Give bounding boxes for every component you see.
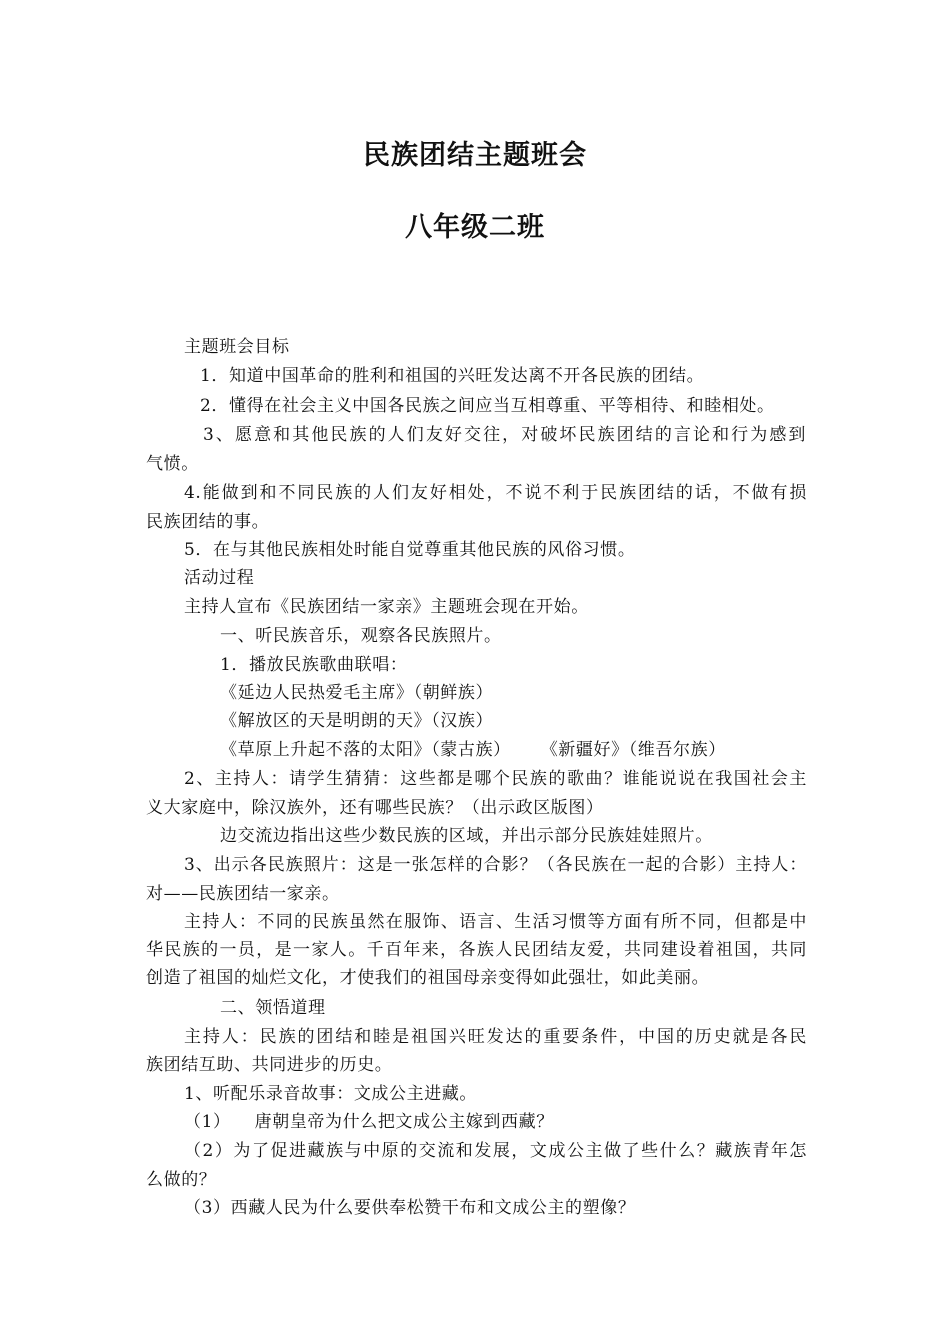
item2-line: 边交流边指出这些少数民族的区域，并出示部分民族娃娃照片。 bbox=[220, 826, 713, 846]
section-heading-goals: 主题班会目标 bbox=[184, 337, 290, 357]
story-line: 1、听配乐录音故事：文成公主进藏。 bbox=[184, 1084, 478, 1104]
document-subtitle: 八年级二班 bbox=[405, 212, 545, 243]
part1-heading: 一、听民族音乐，观察各民族照片。 bbox=[220, 626, 502, 646]
goal-line: 5．在与其他民族相处时能自觉尊重其他民族的风俗习惯。 bbox=[184, 540, 636, 560]
host-paragraph-line: 华民族的一员，是一家人。千百年来，各族人民团结友爱，共同建设着祖国，共同 bbox=[146, 940, 807, 960]
goal-line: 气愤。 bbox=[146, 454, 199, 474]
host-paragraph-line: 创造了祖国的灿烂文化，才使我们的祖国母亲变得如此强壮，如此美丽。 bbox=[146, 968, 710, 988]
question-line: 么做的？ bbox=[146, 1170, 217, 1190]
song-title: 《新疆好》（维吾尔族） bbox=[540, 740, 726, 760]
song-line bbox=[220, 740, 890, 760]
announcement: 主持人宣布《民族团结一家亲》主题班会现在开始。 bbox=[184, 597, 589, 617]
song-line: 《延边人民热爱毛主席》（朝鲜族） bbox=[220, 683, 494, 703]
goal-line: 4.能做到和不同民族的人们友好相处，不说不利于民族团结的话，不做有损 bbox=[184, 483, 807, 503]
host-paragraph-line: 主持人：不同的民族虽然在服饰、语言、生活习惯等方面有所不同，但都是中 bbox=[184, 912, 807, 932]
goal-line: 2．懂得在社会主义中国各民族之间应当互相尊重、平等相待、和睦相处。 bbox=[200, 396, 775, 416]
part2-heading: 二、领悟道理 bbox=[220, 998, 326, 1018]
goal-line: 3、愿意和其他民族的人们友好交往，对破坏民族团结的言论和行为感到 bbox=[203, 425, 806, 445]
part1-item: 1．播放民族歌曲联唱： bbox=[220, 655, 408, 675]
question-line bbox=[184, 1112, 854, 1132]
question-number: （1） bbox=[184, 1112, 231, 1132]
item2-line: 2、主持人：请学生猜猜：这些都是哪个民族的歌曲？谁能说说在我国社会主 bbox=[184, 769, 807, 789]
goal-line: 1．知道中国革命的胜利和祖国的兴旺发达离不开各民族的团结。 bbox=[200, 366, 705, 386]
item3-line: 对——民族团结一家亲。 bbox=[146, 884, 340, 904]
question-text: 唐朝皇帝为什么把文成公主嫁到西藏？ bbox=[254, 1112, 554, 1132]
host-paragraph2-line: 族团结互助、共同进步的历史。 bbox=[146, 1055, 393, 1075]
item3-line: 3、出示各民族照片：这是一张怎样的合影？（各民族在一起的合影）主持人： bbox=[184, 855, 807, 875]
song-title: 《草原上升起不落的太阳》（蒙古族） bbox=[220, 740, 511, 760]
song-line: 《解放区的天是明朗的天》（汉族） bbox=[220, 711, 494, 731]
host-paragraph2-line: 主持人：民族的团结和睦是祖国兴旺发达的重要条件，中国的历史就是各民 bbox=[184, 1027, 807, 1047]
document-title: 民族团结主题班会 bbox=[363, 140, 587, 171]
item2-line: 义大家庭中，除汉族外，还有哪些民族？（出示政区版图） bbox=[146, 798, 604, 818]
section-heading-process: 活动过程 bbox=[184, 568, 255, 588]
question-line: （2）为了促进藏族与中原的交流和发展，文成公主做了些什么？藏族青年怎 bbox=[184, 1141, 807, 1161]
question-line: （3）西藏人民为什么要供奉松赞干布和文成公主的塑像？ bbox=[184, 1198, 636, 1218]
goal-line: 民族团结的事。 bbox=[146, 512, 270, 532]
